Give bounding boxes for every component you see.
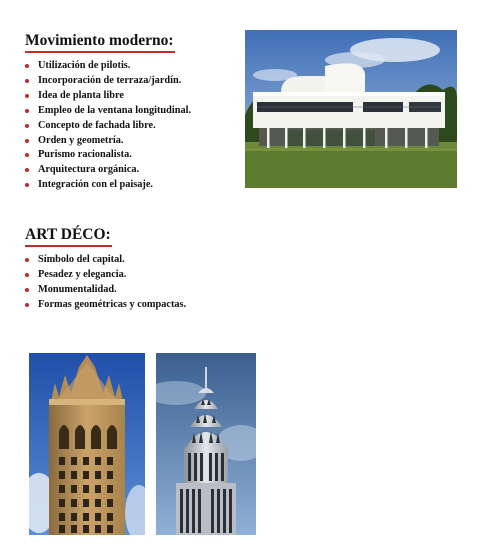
bullet-icon xyxy=(25,168,29,172)
list-item-text: Orden y geometría. xyxy=(38,134,124,146)
art-deco-tower-photo xyxy=(29,353,145,535)
list-item xyxy=(25,268,186,283)
list-item xyxy=(25,283,186,298)
list-item xyxy=(25,104,191,119)
list-item-text: Monumentalidad. xyxy=(38,283,117,295)
bullet-icon xyxy=(25,79,29,83)
list-item xyxy=(25,178,191,193)
art-deco-list xyxy=(25,253,186,313)
list-item xyxy=(25,59,191,74)
bullet-icon xyxy=(25,153,29,157)
list-item-text: Purismo racionalista. xyxy=(38,149,132,161)
bullet-icon xyxy=(25,273,29,277)
bullet-icon xyxy=(25,94,29,98)
bullet-icon xyxy=(25,258,29,262)
list-item-text: Símbolo del capital. xyxy=(38,254,125,265)
list-item-text: Idea de planta libre xyxy=(38,89,124,101)
chrysler-building-photo xyxy=(156,353,256,535)
list-item-text: Arquitectura orgánica. xyxy=(38,164,140,176)
list-item-text: Incorporación de terraza/jardín. xyxy=(38,74,182,86)
bullet-icon xyxy=(25,303,29,307)
bullet-icon xyxy=(25,64,29,68)
list-item xyxy=(25,89,191,104)
modernist-villa-photo xyxy=(245,30,457,188)
list-item-text: Pesadez y elegancia. xyxy=(38,268,127,280)
heading-modern-movement: Movimiento moderno: xyxy=(25,32,175,53)
list-item xyxy=(25,253,186,268)
bullet-icon xyxy=(25,139,29,143)
list-item xyxy=(25,74,191,89)
list-item xyxy=(25,148,191,163)
list-item-text: Integración con el paisaje. xyxy=(38,179,153,191)
bullet-icon xyxy=(25,288,29,292)
list-item-text: Utilización de pilotis. xyxy=(38,60,131,71)
list-item xyxy=(25,163,191,178)
heading-art-deco: ART DÉCO: xyxy=(25,226,112,247)
list-item-text: Empleo de la ventana longitudinal. xyxy=(38,104,192,116)
list-item xyxy=(25,298,186,313)
list-item-text: Formas geométricas y compactas. xyxy=(38,298,187,310)
modern-movement-list xyxy=(25,59,191,193)
list-item xyxy=(25,134,191,149)
list-item xyxy=(25,119,191,134)
bullet-icon xyxy=(25,109,29,113)
bullet-icon xyxy=(25,183,29,187)
bullet-icon xyxy=(25,124,29,128)
list-item-text: Concepto de fachada libre. xyxy=(38,119,156,131)
